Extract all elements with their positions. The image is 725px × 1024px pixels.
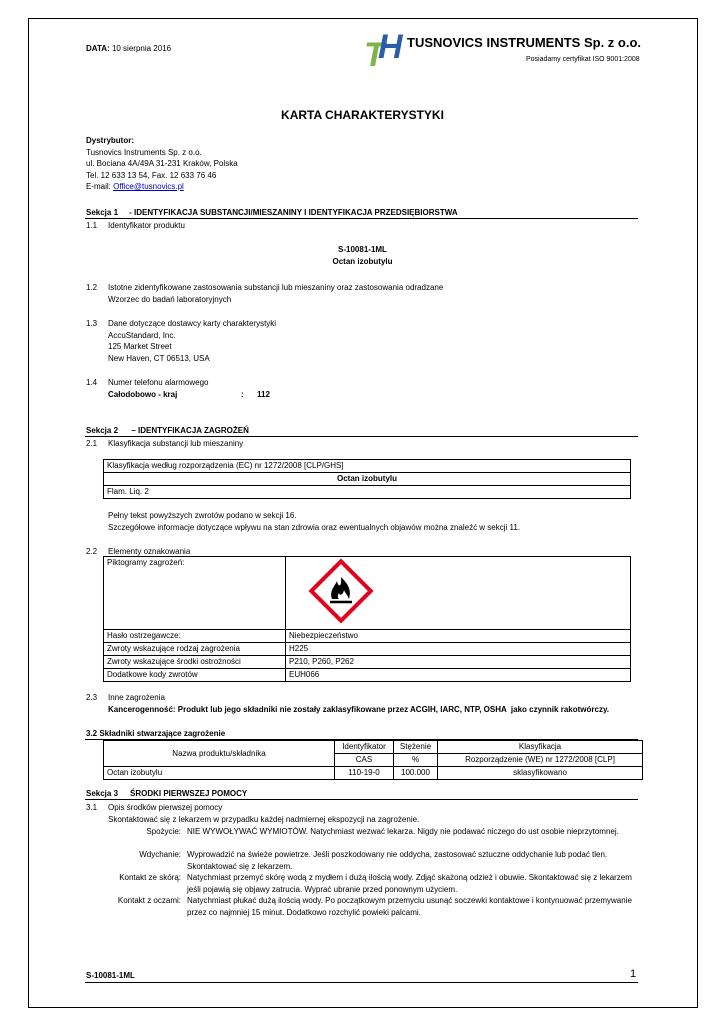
s23-number: 2.3 (86, 693, 98, 702)
skin-contact-label: Kontakt ze skórą: (119, 873, 181, 882)
s12-number: 1.2 (86, 283, 98, 292)
list-item (86, 895, 638, 918)
s31-number: 3.1 (86, 803, 98, 812)
company-logo-icon (362, 28, 408, 72)
flame-icon (301, 558, 381, 624)
pictograms-label: Piktogramy zagrożeń: (104, 557, 286, 630)
s11-number: 1.1 (86, 221, 98, 230)
s12-block (108, 282, 628, 305)
s14-text: Numer telefonu alarmowego (108, 378, 209, 387)
footer-product-code: S-10081-1ML (86, 971, 135, 980)
emergency-colon: : (241, 390, 244, 399)
list-item (86, 872, 638, 895)
section1-rule (85, 218, 638, 219)
footer-rule (85, 982, 638, 983)
labelling-table (103, 556, 631, 682)
supplier-city: New Haven, CT 06513, USA (108, 353, 210, 363)
col-cas-header-1: Identyfikator (335, 741, 394, 754)
component-cas: 110-19-0 (335, 767, 394, 780)
product-name: Octan izobutylu (332, 257, 393, 266)
date-label: DATA: (86, 44, 110, 53)
section3-heading-text: ŚRODKI PIERWSZEJ POMOCY (130, 789, 248, 798)
section1-heading: Sekcja 1 - IDENTYFIKACJA SUBSTANCJI/MIESZANINY I IDENTYFIKACJA PRZEDSIĘBIORSTWA (86, 208, 458, 217)
classification-regulation: Klasyfikacja według rozporządzenia (EC) nr 1272/2008 [CLP/GHS] (104, 460, 631, 473)
extra-codes-value: EUH066 (286, 669, 631, 682)
svg-text:T: T (364, 36, 385, 72)
precaution-value: P210, P260, P262 (286, 656, 631, 669)
distributor-heading: Dystrybutor: (86, 136, 135, 145)
col-name-header: Nazwa produktu/składnika (104, 741, 335, 767)
classification-table (103, 459, 631, 499)
date-value: 10 sierpnia 2016 (111, 44, 172, 53)
col-conc-header-2: % (394, 754, 438, 767)
components-table (103, 740, 643, 780)
product-code: S-10081-1ML (338, 245, 387, 254)
s12-text: Istotne zidentyfikowane zastosowania substancji lub mieszaniny oraz zastosowania odradzane (108, 283, 444, 292)
components-heading: 3.2 Składniki stwarzające zagrożenie (86, 729, 226, 738)
col-conc-header-1: Stężenie (394, 741, 438, 754)
note-section11: Szczegółowe informacje dotyczące wpływu na stan zdrowia oraz ewentualnych objawów można znaleźć w sekcji 11. (108, 523, 521, 532)
s23-text: Inne zagrożenia (108, 693, 165, 702)
email-link[interactable]: Office@tusnovics.pl (113, 182, 184, 191)
page-number: 1 (630, 968, 637, 980)
eye-contact-label: Kontakt z oczami: (117, 896, 181, 905)
note-section16: Pełny tekst powyższych zwrotów podano w sekcji 16. (108, 511, 297, 520)
distributor-name: Tusnovics Instruments Sp. z o.o. (86, 147, 202, 157)
extra-codes-label: Dodatkowe kody zwrotów (104, 669, 286, 682)
distributor-phone: Tel. 12 633 13 54, Fax. 12 633 76 46 (86, 170, 217, 180)
email-label: E-mail: (86, 182, 111, 191)
company-certificate: Posiadamy certyfikat ISO 9001:2008 (526, 56, 640, 63)
carcinogenicity-note: Kancerogenność: Produkt lub jego składniki nie zostały zaklasyfikowane przez ACGIH, IARC, NTP, OSHA jako czynnik rakotwórczy. (108, 705, 610, 714)
emergency-label: Całodobowo - kraj (108, 390, 178, 399)
s31-text: Opis środków pierwszej pomocy (108, 803, 223, 812)
supplier-name: AccuStandard, Inc. (108, 330, 176, 340)
col-class-header-2: Rozporządzenie (WE) nr 1272/2008 [CLP] (438, 754, 643, 767)
table-row (104, 767, 643, 780)
ingestion-label: Spożycie: (146, 827, 181, 836)
component-classification: sklasyfikowano (438, 767, 643, 780)
hazard-statement-value: H225 (286, 643, 631, 656)
s21-number: 2.1 (86, 439, 98, 448)
component-concentration: 100.000 (394, 767, 438, 780)
s13-block (108, 318, 276, 364)
section2-heading: Sekcja 2 – IDENTYFIKACJA ZAGROŻEŃ (86, 426, 249, 435)
emergency-number: 112 (257, 390, 270, 399)
classification-substance: Octan izobutylu (104, 473, 631, 486)
pictogram-cell (286, 557, 631, 630)
skin-contact-text: Natychmiast przemyć skórę wodą z mydłem i dużą ilością wody. Zdjąć skażoną odzież i obuwie. Skontaktować się z lekarzem jeśli pojawią się objawy zatrucia. Wyprać ubranie przed ponownym użyciem. (187, 873, 632, 894)
precaution-label: Zwroty wskazujące środki ostrożności (104, 656, 286, 669)
distributor-block (86, 135, 238, 193)
eye-contact-text: Natychmiast płukać dużą ilością wody. Po początkowym przemyciu usunąć soczewki kontaktowe i kontynuować przemywanie przez co najmniej 15 minut. Dodatkowo rozchylić powieki palcami. (187, 896, 632, 917)
s11-text: Identyfikator produktu (108, 221, 185, 230)
s22-number: 2.2 (86, 547, 98, 556)
distributor-address: ul. Bociana 4A/49A 31-231 Kraków, Polska (86, 159, 238, 168)
first-aid-intro: Skontaktować się z lekarzem w przypadku każdej nadmiernej ekspozycji na zagrożenie. (108, 815, 420, 824)
date-line (86, 43, 171, 55)
col-class-header-1: Klasyfikacja (438, 741, 643, 754)
s13-number: 1.3 (86, 319, 98, 328)
document-title: KARTA CHARAKTERYSTYKI (281, 108, 444, 122)
inhalation-text: Wyprowadzić na świeże powietrze. Jeśli poszkodowany nie oddycha, zastosować sztuczne oddychanie lub podać tlen. Skontaktować się z lekarzem. (187, 850, 608, 871)
ingestion-text: NIE WYWOŁYWAĆ WYMIOTÓW. Natychmiast wezwać lekarza. Nigdy nie podawać niczego do ust osobie nieprzytomnej. (187, 827, 619, 836)
section2-rule (85, 436, 638, 437)
list-item (86, 826, 638, 849)
component-name: Octan izobutylu (104, 767, 335, 780)
s14-number: 1.4 (86, 378, 98, 387)
signal-word-value: Niebezpieczeństwo (286, 630, 631, 643)
hazard-statement-label: Zwroty wskazujące rodzaj zagrożenia (104, 643, 286, 656)
s13-text: Dane dotyczące dostawcy karty charakterystyki (108, 319, 277, 328)
section3-heading-number: Sekcja 3 (86, 789, 119, 798)
signal-word-label: Hasło ostrzegawcze: (104, 630, 286, 643)
svg-text:H: H (378, 28, 403, 66)
inhalation-label: Wdychanie: (139, 850, 181, 859)
company-name: TUSNOVICS INSTRUMENTS Sp. z o.o. (407, 35, 642, 50)
list-item (86, 849, 638, 872)
s22-text: Elementy oznakowania (108, 547, 191, 556)
col-cas-header-2: CAS (335, 754, 394, 767)
classification-category: Flam. Liq. 2 (104, 486, 631, 499)
first-aid-list (86, 826, 638, 918)
s21-text: Klasyfikacja substancji lub mieszaniny (108, 439, 244, 448)
s12-use: Wzorzec do badań laboratoryjnych (108, 294, 232, 304)
section3-rule (85, 799, 638, 800)
supplier-street: 125 Market Street (108, 342, 172, 351)
